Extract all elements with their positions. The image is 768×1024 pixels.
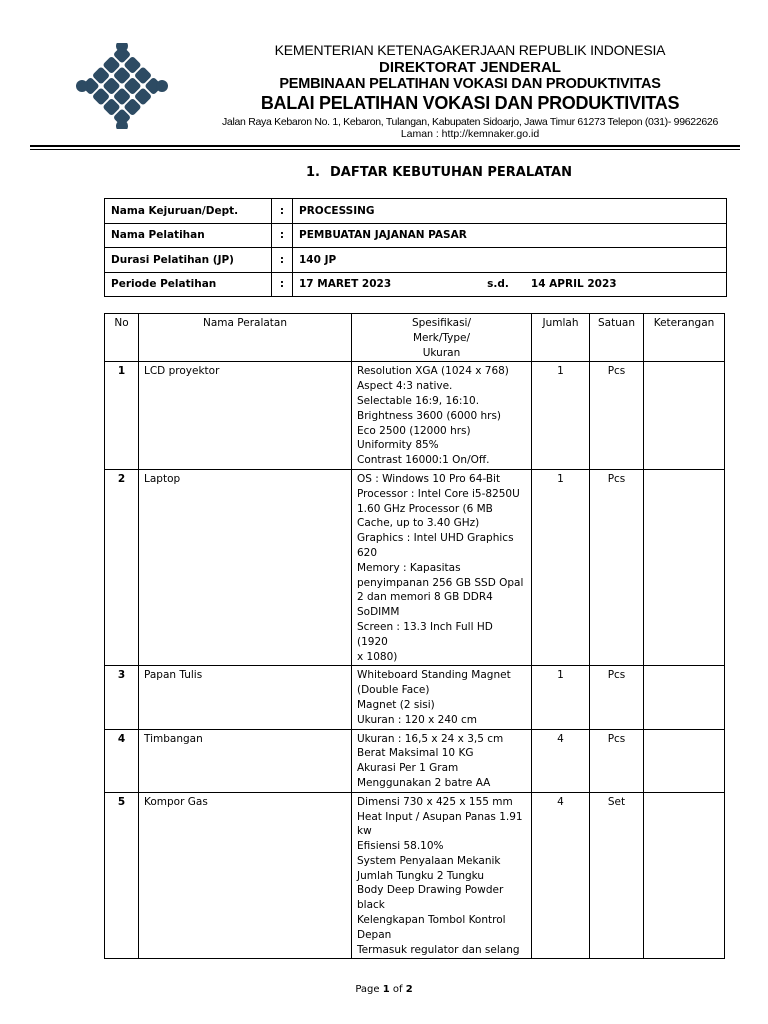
spec-line: 620: [357, 546, 378, 559]
info-label: Durasi Pelatihan (JP): [105, 248, 272, 273]
info-label: Periode Pelatihan: [105, 272, 272, 297]
spec-line: Magnet (2 sisi): [357, 698, 435, 711]
spec-line: Screen : 13.3 Inch Full HD (1920: [357, 620, 493, 648]
spec-line: Efisiensi 58.10%: [357, 840, 444, 853]
letterhead: [200, 42, 740, 140]
header-no: No: [105, 314, 139, 362]
spec-line: (Double Face): [357, 684, 430, 697]
cell-nama: Timbangan: [139, 729, 352, 792]
cell-nama: LCD proyektor: [139, 362, 352, 470]
info-value: 140 JP: [293, 248, 727, 273]
logo-dot: [76, 80, 88, 92]
cell-satuan: Pcs: [590, 666, 644, 729]
spec-line: Ukuran : 16,5 x 24 x 3,5 cm: [357, 732, 504, 745]
spec-line: Akurasi Per 1 Gram: [357, 762, 459, 775]
period-end: 14 APRIL 2023: [530, 278, 617, 291]
spec-line: OS : Windows 10 Pro 64-Bit: [357, 472, 501, 485]
equipment-body: [105, 362, 725, 959]
header-jumlah: Jumlah: [532, 314, 590, 362]
cell-no: 1: [105, 362, 139, 470]
spec-line: Brightness 3600 (6000 hrs): [357, 409, 502, 422]
cell-spesifikasi: [352, 469, 532, 665]
spec-line: Contrast 16000:1 On/Off.: [357, 454, 490, 467]
section-title: [306, 165, 572, 180]
cell-satuan: Set: [590, 792, 644, 959]
cell-no: 5: [105, 792, 139, 959]
info-colon: :: [272, 199, 293, 224]
cell-jumlah: 1: [532, 362, 590, 470]
spec-line: black: [357, 899, 385, 912]
spec-line: 2 dan memori 8 GB DDR4: [357, 591, 493, 604]
ministry-name: KEMENTERIAN KETENAGAKERJAAN REPUBLIK INDONESIA: [274, 42, 666, 58]
page-of: of: [392, 984, 403, 995]
info-row-kejuruan: [105, 199, 727, 224]
cell-spesifikasi: [352, 729, 532, 792]
spec-line: Resolution XGA (1024 x 768): [357, 365, 509, 378]
cell-spesifikasi: [352, 666, 532, 729]
period-separator: s.d.: [487, 278, 509, 291]
header-spec-line: Spesifikasi/: [411, 317, 472, 329]
spec-line: penyimpanan 256 GB SSD Opal: [357, 576, 524, 589]
directorate-subtitle: PEMBINAAN PELATIHAN VOKASI DAN PRODUKTIVITAS: [279, 76, 661, 93]
table-row: [105, 792, 725, 959]
cell-keterangan: [644, 362, 725, 470]
spec-line: System Penyalaan Mekanik: [357, 854, 501, 867]
cell-keterangan: [644, 666, 725, 729]
info-value-periode: [293, 272, 727, 297]
page-footer: [0, 984, 768, 995]
spec-line: Aspect 4:3 native.: [357, 380, 453, 393]
spec-line: SoDIMM: [357, 606, 400, 619]
cell-jumlah: 4: [532, 729, 590, 792]
cell-no: 3: [105, 666, 139, 729]
spec-line: Dimensi 730 x 425 x 155 mm: [357, 795, 513, 808]
cell-satuan: Pcs: [590, 729, 644, 792]
section-number: 1.: [306, 165, 320, 180]
logo-dot: [156, 80, 168, 92]
info-label: Nama Pelatihan: [105, 223, 272, 248]
cell-keterangan: [644, 792, 725, 959]
info-row-durasi: [105, 248, 727, 273]
info-colon: :: [272, 272, 293, 297]
info-value: PEMBUATAN JAJANAN PASAR: [293, 223, 727, 248]
equipment-table: [104, 313, 725, 959]
table-row: [105, 666, 725, 729]
cell-jumlah: 1: [532, 666, 590, 729]
institution-name: BALAI PELATIHAN VOKASI DAN PRODUKTIVITAS: [260, 93, 680, 114]
header-nama: Nama Peralatan: [139, 314, 352, 362]
info-label: Nama Kejuruan/Dept.: [105, 199, 272, 224]
spec-line: Jumlah Tungku 2 Tungku: [357, 869, 485, 882]
period-start: 17 MARET 2023: [299, 278, 392, 291]
header-keterangan: Keterangan: [644, 314, 725, 362]
directorate-name: DIREKTORAT JENDERAL: [379, 58, 561, 76]
spec-line: Uniformity 85%: [357, 439, 439, 452]
spec-line: Selectable 16:9, 16:10.: [357, 394, 480, 407]
page-word: Page: [355, 984, 380, 995]
info-colon: :: [272, 248, 293, 273]
spec-line: Whiteboard Standing Magnet: [357, 669, 511, 682]
letterhead-rule-thick: [30, 145, 740, 147]
header-spec-line: Ukuran: [422, 346, 461, 359]
training-info-table: [104, 198, 727, 297]
spec-line: Kelengkapan Tombol Kontrol: [357, 914, 506, 927]
page-current: 1: [382, 984, 390, 995]
spec-line: Memory : Kapasitas: [357, 561, 461, 574]
cell-jumlah: 4: [532, 792, 590, 959]
info-row-periode: [105, 272, 727, 297]
table-row: [105, 469, 725, 665]
cell-nama: Laptop: [139, 469, 352, 665]
spec-line: Heat Input / Asupan Panas 1.91: [357, 810, 523, 823]
spec-line: Cache, up to 3.40 GHz): [357, 517, 480, 530]
equipment-header-row: [105, 314, 725, 362]
letterhead-rule-thin: [30, 149, 740, 150]
header-spec-line: Merk/Type/: [412, 331, 471, 344]
info-value: PROCESSING: [293, 199, 727, 224]
header-spesifikasi: [352, 314, 532, 362]
page-total: 2: [405, 984, 413, 995]
cell-nama: Kompor Gas: [139, 792, 352, 959]
cell-no: 4: [105, 729, 139, 792]
cell-keterangan: [644, 729, 725, 792]
cell-spesifikasi: [352, 362, 532, 470]
spec-line: x 1080): [357, 650, 398, 663]
info-row-pelatihan: [105, 223, 727, 248]
institution-website: Laman : http://kemnaker.go.id: [400, 127, 540, 140]
spec-line: 1.60 GHz Processor (6 MB: [357, 502, 493, 515]
spec-line: Graphics : Intel UHD Graphics: [357, 532, 514, 545]
spec-line: Processor : Intel Core i5-8250U: [357, 487, 520, 500]
spec-line: Body Deep Drawing Powder: [357, 884, 504, 897]
info-colon: :: [272, 223, 293, 248]
cell-jumlah: 1: [532, 469, 590, 665]
spec-line: Berat Maksimal 10 KG: [357, 747, 474, 760]
header-satuan: Satuan: [590, 314, 644, 362]
institution-address: Jalan Raya Kebaron No. 1, Kebaron, Tulangan, Kabupaten Sidoarjo, Jawa Timur 61273 Telepon (031)- 99622626: [221, 115, 718, 128]
cell-satuan: Pcs: [590, 469, 644, 665]
cell-no: 2: [105, 469, 139, 665]
spec-line: Depan: [357, 928, 392, 941]
spec-line: Eco 2500 (12000 hrs): [357, 424, 471, 437]
cell-nama: Papan Tulis: [139, 666, 352, 729]
table-row: [105, 362, 725, 470]
spec-line: Menggunakan 2 batre AA: [357, 776, 491, 789]
spec-line: Ukuran : 120 x 240 cm: [357, 713, 478, 726]
cell-spesifikasi: [352, 792, 532, 959]
spec-line: Termasuk regulator dan selang: [357, 943, 520, 956]
spec-line: kw: [357, 825, 372, 838]
section-heading: DAFTAR KEBUTUHAN PERALATAN: [330, 165, 572, 180]
cell-satuan: Pcs: [590, 362, 644, 470]
kemnaker-logo: [76, 43, 168, 129]
cell-keterangan: [644, 469, 725, 665]
table-row: [105, 729, 725, 792]
